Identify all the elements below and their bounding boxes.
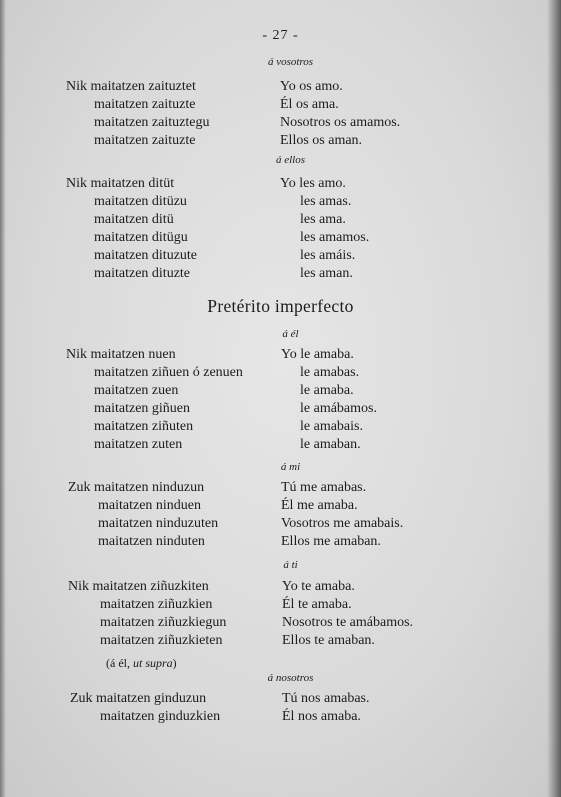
basque-form: Nik maitatzen zaituztet [66, 79, 196, 94]
basque-form: maitatzen ziñuten [94, 419, 194, 434]
basque-form: maitatzen ninduen [98, 498, 202, 513]
basque-form: maitatzen ginduzkien [100, 709, 221, 724]
spanish-translation: Nosotros os amamos. [280, 115, 401, 130]
basque-form: maitatzen dituzte [94, 266, 191, 281]
spanish-translation: les amáis. [300, 248, 356, 263]
spanish-translation: Ellos me amaban. [281, 534, 381, 549]
basque-form: Nik maitatzen nuen [66, 347, 176, 362]
spanish-translation: Él te amaba. [282, 597, 352, 612]
spanish-translation: Él os ama. [280, 97, 339, 112]
spanish-translation: Ellos te amaban. [282, 633, 375, 648]
spanish-translation: Yo os amo. [280, 79, 343, 94]
spanish-translation: Tú me amabas. [281, 480, 367, 495]
spanish-translation: le amábamos. [300, 401, 377, 416]
basque-form: maitatzen ditü [94, 212, 174, 227]
note-suffix: ) [172, 656, 177, 670]
note-prefix: (á él, [106, 656, 133, 670]
spanish-translation: Ellos os aman. [280, 133, 363, 148]
spanish-translation: le amaba. [300, 383, 354, 398]
basque-form: maitatzen dituzute [94, 248, 198, 263]
basque-form: Nik maitatzen ziñuzkiten [68, 579, 209, 594]
spanish-translation: les ama. [300, 212, 346, 227]
note-italic: ut supra [132, 656, 173, 670]
page-number: - 27 - [262, 28, 299, 43]
basque-form: maitatzen zaituztegu [94, 115, 210, 130]
section-heading-s5: á ti [283, 559, 298, 571]
basque-form: maitatzen zuen [94, 383, 179, 398]
basque-form: maitatzen ditügu [94, 230, 188, 245]
spanish-translation: Yo te amaba. [282, 579, 355, 594]
spanish-translation: le amabais. [300, 419, 363, 434]
spanish-translation: les amamos. [300, 230, 370, 245]
basque-form: maitatzen zaituzte [94, 133, 196, 148]
basque-form: maitatzen ziñuzkien [100, 597, 213, 612]
spanish-translation: Nosotros te amábamos. [282, 615, 414, 630]
basque-form: maitatzen giñuen [94, 401, 191, 416]
basque-form: maitatzen ziñuzkiegun [100, 615, 227, 630]
cross-reference-note [106, 656, 177, 671]
basque-form: maitatzen ziñuen ó zenuen [94, 365, 243, 380]
basque-form: Zuk maitatzen ginduzun [70, 691, 207, 706]
basque-form: maitatzen ziñuzkieten [100, 633, 223, 648]
tense-title: Pretérito imperfecto [207, 296, 354, 316]
spanish-translation: le amabas. [300, 365, 360, 380]
spanish-translation: le amaban. [300, 437, 361, 452]
basque-form: maitatzen ninduten [98, 534, 205, 549]
basque-form: maitatzen zuten [94, 437, 183, 452]
basque-form: Zuk maitatzen ninduzun [68, 480, 205, 495]
basque-form: maitatzen ditüzu [94, 194, 187, 209]
spanish-translation: les amas. [300, 194, 352, 209]
spanish-translation: Yo les amo. [280, 176, 346, 191]
section-heading-s6: á nosotros [267, 672, 314, 684]
section-heading-s4: á mi [280, 461, 301, 473]
basque-form: maitatzen ninduzuten [98, 516, 219, 531]
section-heading-s2: á ellos [275, 154, 306, 166]
basque-form: Nik maitatzen ditüt [66, 176, 175, 191]
spanish-translation: les aman. [300, 266, 353, 281]
spanish-translation: Vosotros me amabais. [281, 516, 404, 531]
spanish-translation: Yo le amaba. [281, 347, 354, 362]
section-heading-s1: á vosotros [267, 56, 314, 68]
basque-form: maitatzen zaituzte [94, 97, 196, 112]
spanish-translation: Él nos amaba. [282, 709, 361, 724]
page-left-shadow [0, 0, 6, 797]
spanish-translation: Tú nos amabas. [282, 691, 370, 706]
section-heading-s3: á él [282, 328, 299, 340]
spanish-translation: Él me amaba. [281, 498, 358, 513]
